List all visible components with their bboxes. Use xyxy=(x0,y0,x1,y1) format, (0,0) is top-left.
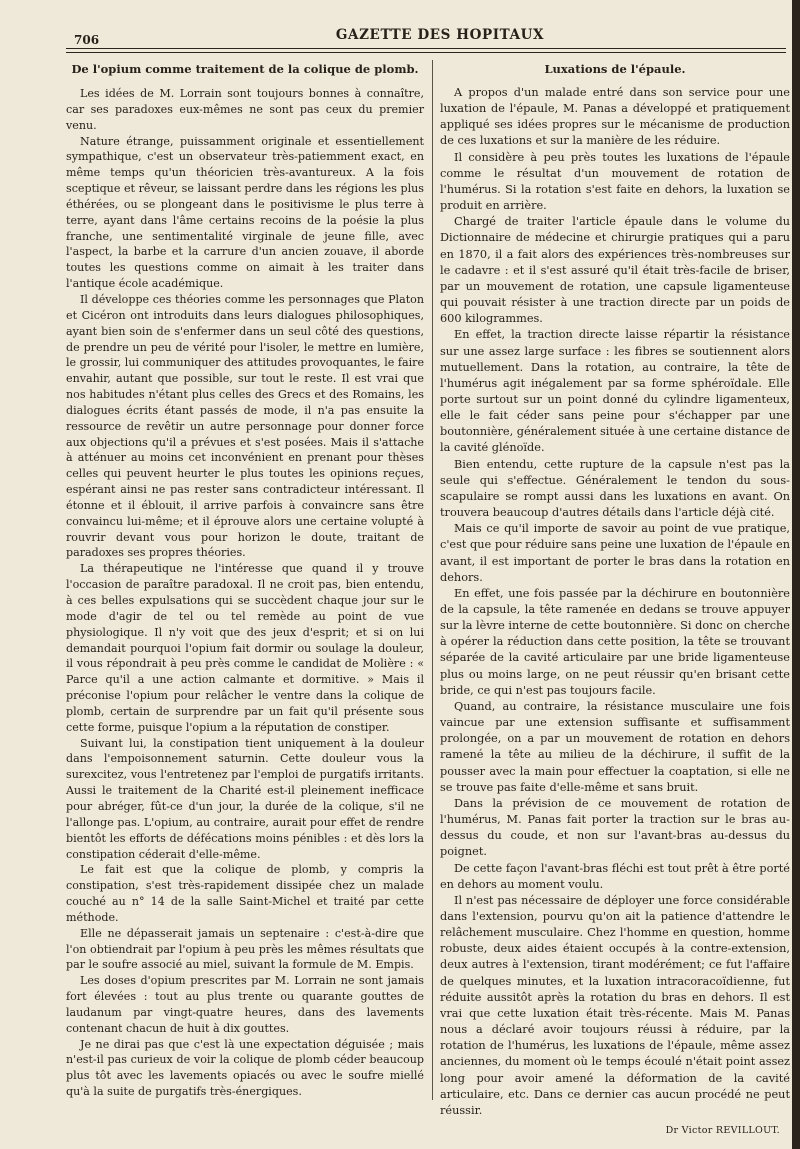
paragraph: En effet, une fois passée par la déchirure en boutonnière de la capsule, la tête ramenée en dedans se trouve appuyer sur la lèvre interne de cette boutonnière. Si donc on cherche à opérer la réduction dans cette position, la tête se trouvant séparée de la cavité articulaire par une bride ligamenteuse plus ou moins large, on ne peut réussir qu'en brisant cette bride, ce qui n'est pas toujours facile. xyxy=(440,586,790,697)
running-head: GAZETTE DES HOPITAUX xyxy=(335,27,545,43)
header-rule xyxy=(66,48,786,49)
paragraph: Dans la prévision de ce mouvement de rotation de l'humérus, M. Panas fait porter la traction sur le bras au-dessus du coude, et non sur l'avant-bras au-dessus du poignet. xyxy=(440,796,790,859)
paragraph: Quand, au contraire, la résistance musculaire une fois vaincue par une extension suffisante et suffisamment prolongée, on a par un mouvement de rotation en dehors ramené la tête au milieu de la déchirure, il suffit de la pousser avec la main pour effectuer la coaptation, si elle ne se trouve pas faite d'elle-même et sans bruit. xyxy=(440,699,790,794)
paragraph: Nature étrange, puissamment originale et essentiellement sympathique, c'est un observateur très-patiemment exact, en même temps qu'un théoricien très-avantureux. A la fois sceptique et rêveur, se laissant perdre dans les régions les plus éthérées, ou se plongeant dans le positivisme le plus terre à terre, ayant dans l'âme certains recoins de la poésie la plus franche, une sentimentalité virginale de jeune fille, avec l'aspect, la barbe et la carrure d'un ancien zouave, il aborde toutes les questions comme on aimait à les traiter dans l'antique école académique. xyxy=(66,134,424,291)
paragraph: Suivant lui, la constipation tient uniquement à la douleur dans l'empoisonnement saturnin. Cette douleur vous la surexcitez, vous l'entretenez par l'emploi de purgatifs irritants. Aussi le traitement de la Charité est-il pleinement inefficace pour abréger, fût-ce d'un jour, la durée de la colique, s'il ne l'allonge pas. L'opium, au contraire, aurait pour effet de rendre bientôt les efforts de défécations moins pénibles : et dès lors la constipation céderait d'elle-même. xyxy=(66,736,424,861)
article-title-luxations: Luxations de l'épaule. xyxy=(544,62,686,76)
paragraph: Les doses d'opium prescrites par M. Lorrain ne sont jamais fort élevées : tout au plus trente ou quarante gouttes de laudanum par vingt-quatre heures, dans des lavements contenant chacun de huit à dix gouttes. xyxy=(66,974,424,1035)
paragraph: Je ne dirai pas que c'est là une expectation déguisée ; mais n'est-il pas curieux de voir la colique de plomb céder beaucoup plus tôt avec les lavements opiacés ou avec le soufre miellé qu'à la suite de purgatifs très-énergiques. xyxy=(66,1037,424,1099)
left-column xyxy=(66,62,424,1100)
header-rule-thin xyxy=(66,52,786,53)
paragraph: Mais ce qu'il importe de savoir au point de vue pratique, c'est que pour réduire sans peine une luxation de l'épaule en avant, il est important de porter le bras dans la rotation en dehors. xyxy=(440,522,790,584)
right-column xyxy=(440,62,790,1136)
paragraph: Le fait est que la colique de plomb, y compris la constipation, s'est très-rapidement dissipée chez un malade couché au n° 14 de la salle Saint-Michel et traité par cette méthode. xyxy=(66,863,424,924)
paragraph: Bien entendu, cette rupture de la capsule n'est pas la seule qui s'effectue. Généralement le tendon du sous-scapulaire se rompt aussi dans les luxations en avant. On trouvera beaucoup d'autres détails dans l'article déjà cité. xyxy=(440,457,790,520)
paragraph: En effet, la traction directe laisse répartir la résistance sur une assez large surface : les fibres se soutiennent alors mutuellement. Dans la rotation, au contraire, la tête de l'humérus agit inégalement par sa forme sphéroïdale. Elle porte surtout sur un point donné du cylindre ligamenteux, elle le fait céder sans peine pour s'échapper par une boutonnière, généralement située à une certaine distance de la cavité glénoïde. xyxy=(440,328,790,455)
page-edge xyxy=(792,0,800,1149)
paragraph: Les idées de M. Lorrain sont toujours bonnes à connaître, car ses paradoxes eux-mêmes ne sont pas ceux du premier venu. xyxy=(66,87,424,132)
page-number: 706 xyxy=(74,33,100,47)
paragraph: Il n'est pas nécessaire de déployer une force considérable dans l'extension, pourvu qu'on ait la patience d'attendre le relâchement musculaire. Chez l'homme en question, homme robuste, deux aides étaient occupés à la contre-extension, deux autres à l'extension, tirant modérément; ce fut l'affaire de quelques minutes, et la luxation intracoracoïdienne, fut réduite aussitôt après la rotation du bras en dehors. Il est vrai que cette luxation était très-récente. Mais M. Panas nous a déclaré avoir toujours réussi à réduire, par la rotation de l'humérus, les luxations de l'épaule, même assez anciennes, du moment où le temps écoulé n'était point assez long pour avoir amené la déformation de la cavité articulaire, etc. Dans ce dernier cas aucun procédé ne peut réussir. xyxy=(440,893,790,1117)
paragraph: Il développe ces théories comme les personnages que Platon et Cicéron ont introduits dans leurs dialogues philosophiques, ayant bien soin de s'enfermer dans un seul côté des questions, de prendre un peu de vérité pour l'isoler, le mettre en lumière, le grossir, lui communiquer des attitudes provoquantes, le faire envahir, autant que possible, sur tout le reste. Il est vrai que nos habitudes n'étant plus celles des Grecs et des Romains, les dialogues écrits étant passés de mode, il n'a pas ensuite la ressource de revêtir un autre personnage pour donner force aux objections qu'il a prévues et s'est posées. Mais il s'attache à atténuer au moins cet inconvénient en prenant pour thèses celles qui peuvent heurter le plus toutes les opinions reçues, espérant ainsi ne pas rester sans contradicteur intéressant. Il étonne et il éblouit, il arrive parfois à convaincre sans être convaincu lui-même; et il éprouve alors une certaine volupté à rouvrir devant vous pour horizon le doute, traitant de paradoxes ses propres théories. xyxy=(66,292,425,560)
author-signature: Dr Victor REVILLOUT. xyxy=(665,1125,780,1136)
paragraph: Chargé de traiter l'article épaule dans le volume du Dictionnaire de médecine et chirurgie pratiques qui a paru en 1870, il a fait alors des expériences très-nombreuses sur le cadavre : et il s'est assuré qu'il était très-facile de briser, par un mouvement de rotation, une capsule ligamenteuse qui pouvait résister à une traction directe par un poids de 600 kilogrammes. xyxy=(440,215,790,326)
paragraph: Il considère à peu près toutes les luxations de l'épaule comme le résultat d'un mouvement de rotation de l'humérus. Si la rotation s'est faite en dehors, la luxation se produit en arrière. xyxy=(440,150,790,213)
paragraph: De cette façon l'avant-bras fléchi est tout prêt à être porté en dehors au moment voulu. xyxy=(440,861,790,891)
paragraph: A propos d'un malade entré dans son service pour une luxation de l'épaule, M. Panas a développé et pratiquement appliqué ses idées propres sur le mécanisme de production de ces luxations et sur la manière de les réduire. xyxy=(440,86,790,148)
paragraph: La thérapeutique ne l'intéresse que quand il y trouve l'occasion de paraître paradoxal. Il ne croit pas, bien entendu, à ces belles expulsations qui se succèdent chaque jour sur le mode d'agir de tel ou tel remède au point de vue physiologique. Il n'y voit que des jeux d'esprit; et si on lui demandait pourquoi l'opium fait dormir ou soulage la douleur, il vous répondrait à peu près comme le candidat de Molière : « Parce qu'il a une action calmante et dormitive. » Mais il préconise l'opium pour relâcher le ventre dans la colique de plomb, certain de surprendre par un fait qu'il présente sous cette forme, puisque l'opium a la réputation de constiper. xyxy=(66,562,424,734)
paragraph: Elle ne dépasserait jamais un septenaire : c'est-à-dire que l'on obtiendrait par l'opium à peu près les mêmes résultats que par le soufre associé au miel, suivant la formule de M. Empis. xyxy=(66,926,424,972)
article-title-opium: De l'opium comme traitement de la colique de plomb. xyxy=(71,62,419,76)
column-divider xyxy=(432,60,433,1100)
